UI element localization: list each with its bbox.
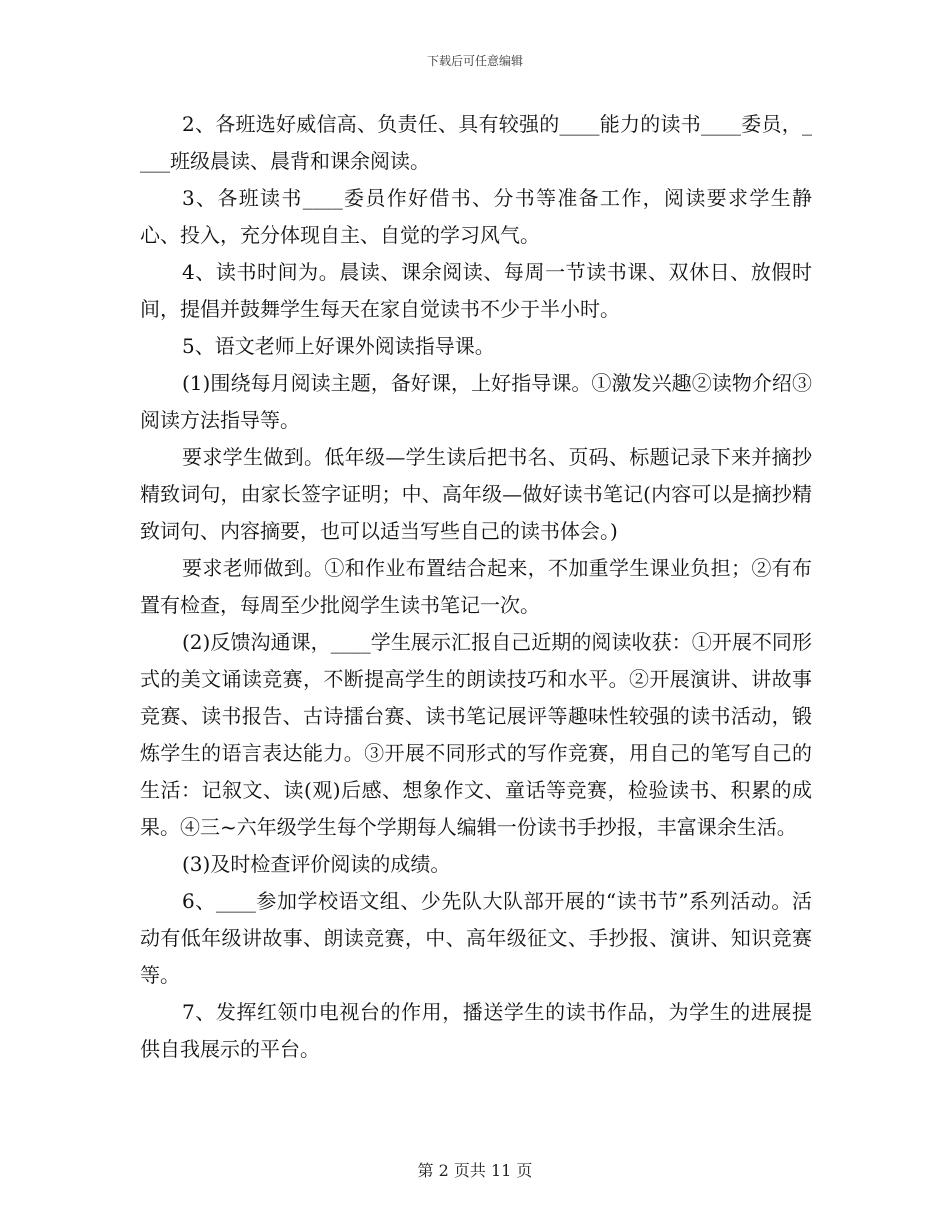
paragraph-item-3: 3、各班读书____委员作好借书、分书等准备工作，阅读要求学生静心、投入，充分体现自主、自觉的学习风气。 [140,186,812,247]
document-body [140,106,812,1068]
paragraph-item-5: 5、语文老师上好课外阅读指导课。 [182,334,495,358]
paragraph-subitem-2: (2)反馈沟通课，____学生展示汇报自己近期的阅读收获：①开展不同形式的美文诵读竞赛，不断提高学生的朗读技巧和水平。②开展演讲、讲故事竞赛、读书报告、古诗擂台赛、读书笔记展评等趣味性较强的读书活动，锻炼学生的语言表达能力。③开展不同形式的写作竞赛，用自己的笔写自己的生活：记叙文、读(观)后感、想象作文、童话等竞赛，检验读书、积累的成果。④三~六年级学生每个学期每人编辑一份读书手抄报，丰富课余生活。 [140,630,812,839]
paragraph-item-4: 4、读书时间为。晨读、课余阅读、每周一节读书课、双休日、放假时间，提倡并鼓舞学生每天在家自觉读书不少于半小时。 [140,260,812,321]
paragraph-item-6: 6、____参加学校语文组、少先队大队部开展的“读书节”系列活动。活动有低年级讲故事、朗读竞赛，中、高年级征文、手抄报、演讲、知识竞赛等。 [140,889,812,987]
paragraph-teacher-requirements: 要求老师做到。①和作业布置结合起来，不加重学生课业负担；②有布置有检查，每周至少批阅学生读书笔记一次。 [140,556,812,617]
paragraph-subitem-1: (1)围绕每月阅读主题，备好课，上好指导课。①激发兴趣②读物介绍③阅读方法指导等。 [140,371,812,432]
paragraph-student-requirements: 要求学生做到。低年级—学生读后把书名、页码、标题记录下来并摘抄精致词句，由家长签字证明；中、高年级—做好读书笔记(内容可以是摘抄精致词句、内容摘要，也可以适当写些自己的读书体会。) [140,445,812,543]
paragraph-item-2: 2、各班选好威信高、负责任、具有较强的____能力的读书____委员，____班级晨读、晨背和课余阅读。 [140,112,812,173]
paragraph-item-7: 7、发挥红领巾电视台的作用，播送学生的读书作品，为学生的进展提供自我展示的平台。 [140,1000,812,1061]
page-header: 下载后可任意编辑 [426,54,523,68]
page-number-footer: 第 2 页共 11 页 [417,1161,533,1180]
paragraph-subitem-3: (3)及时检查评价阅读的成绩。 [182,852,451,876]
